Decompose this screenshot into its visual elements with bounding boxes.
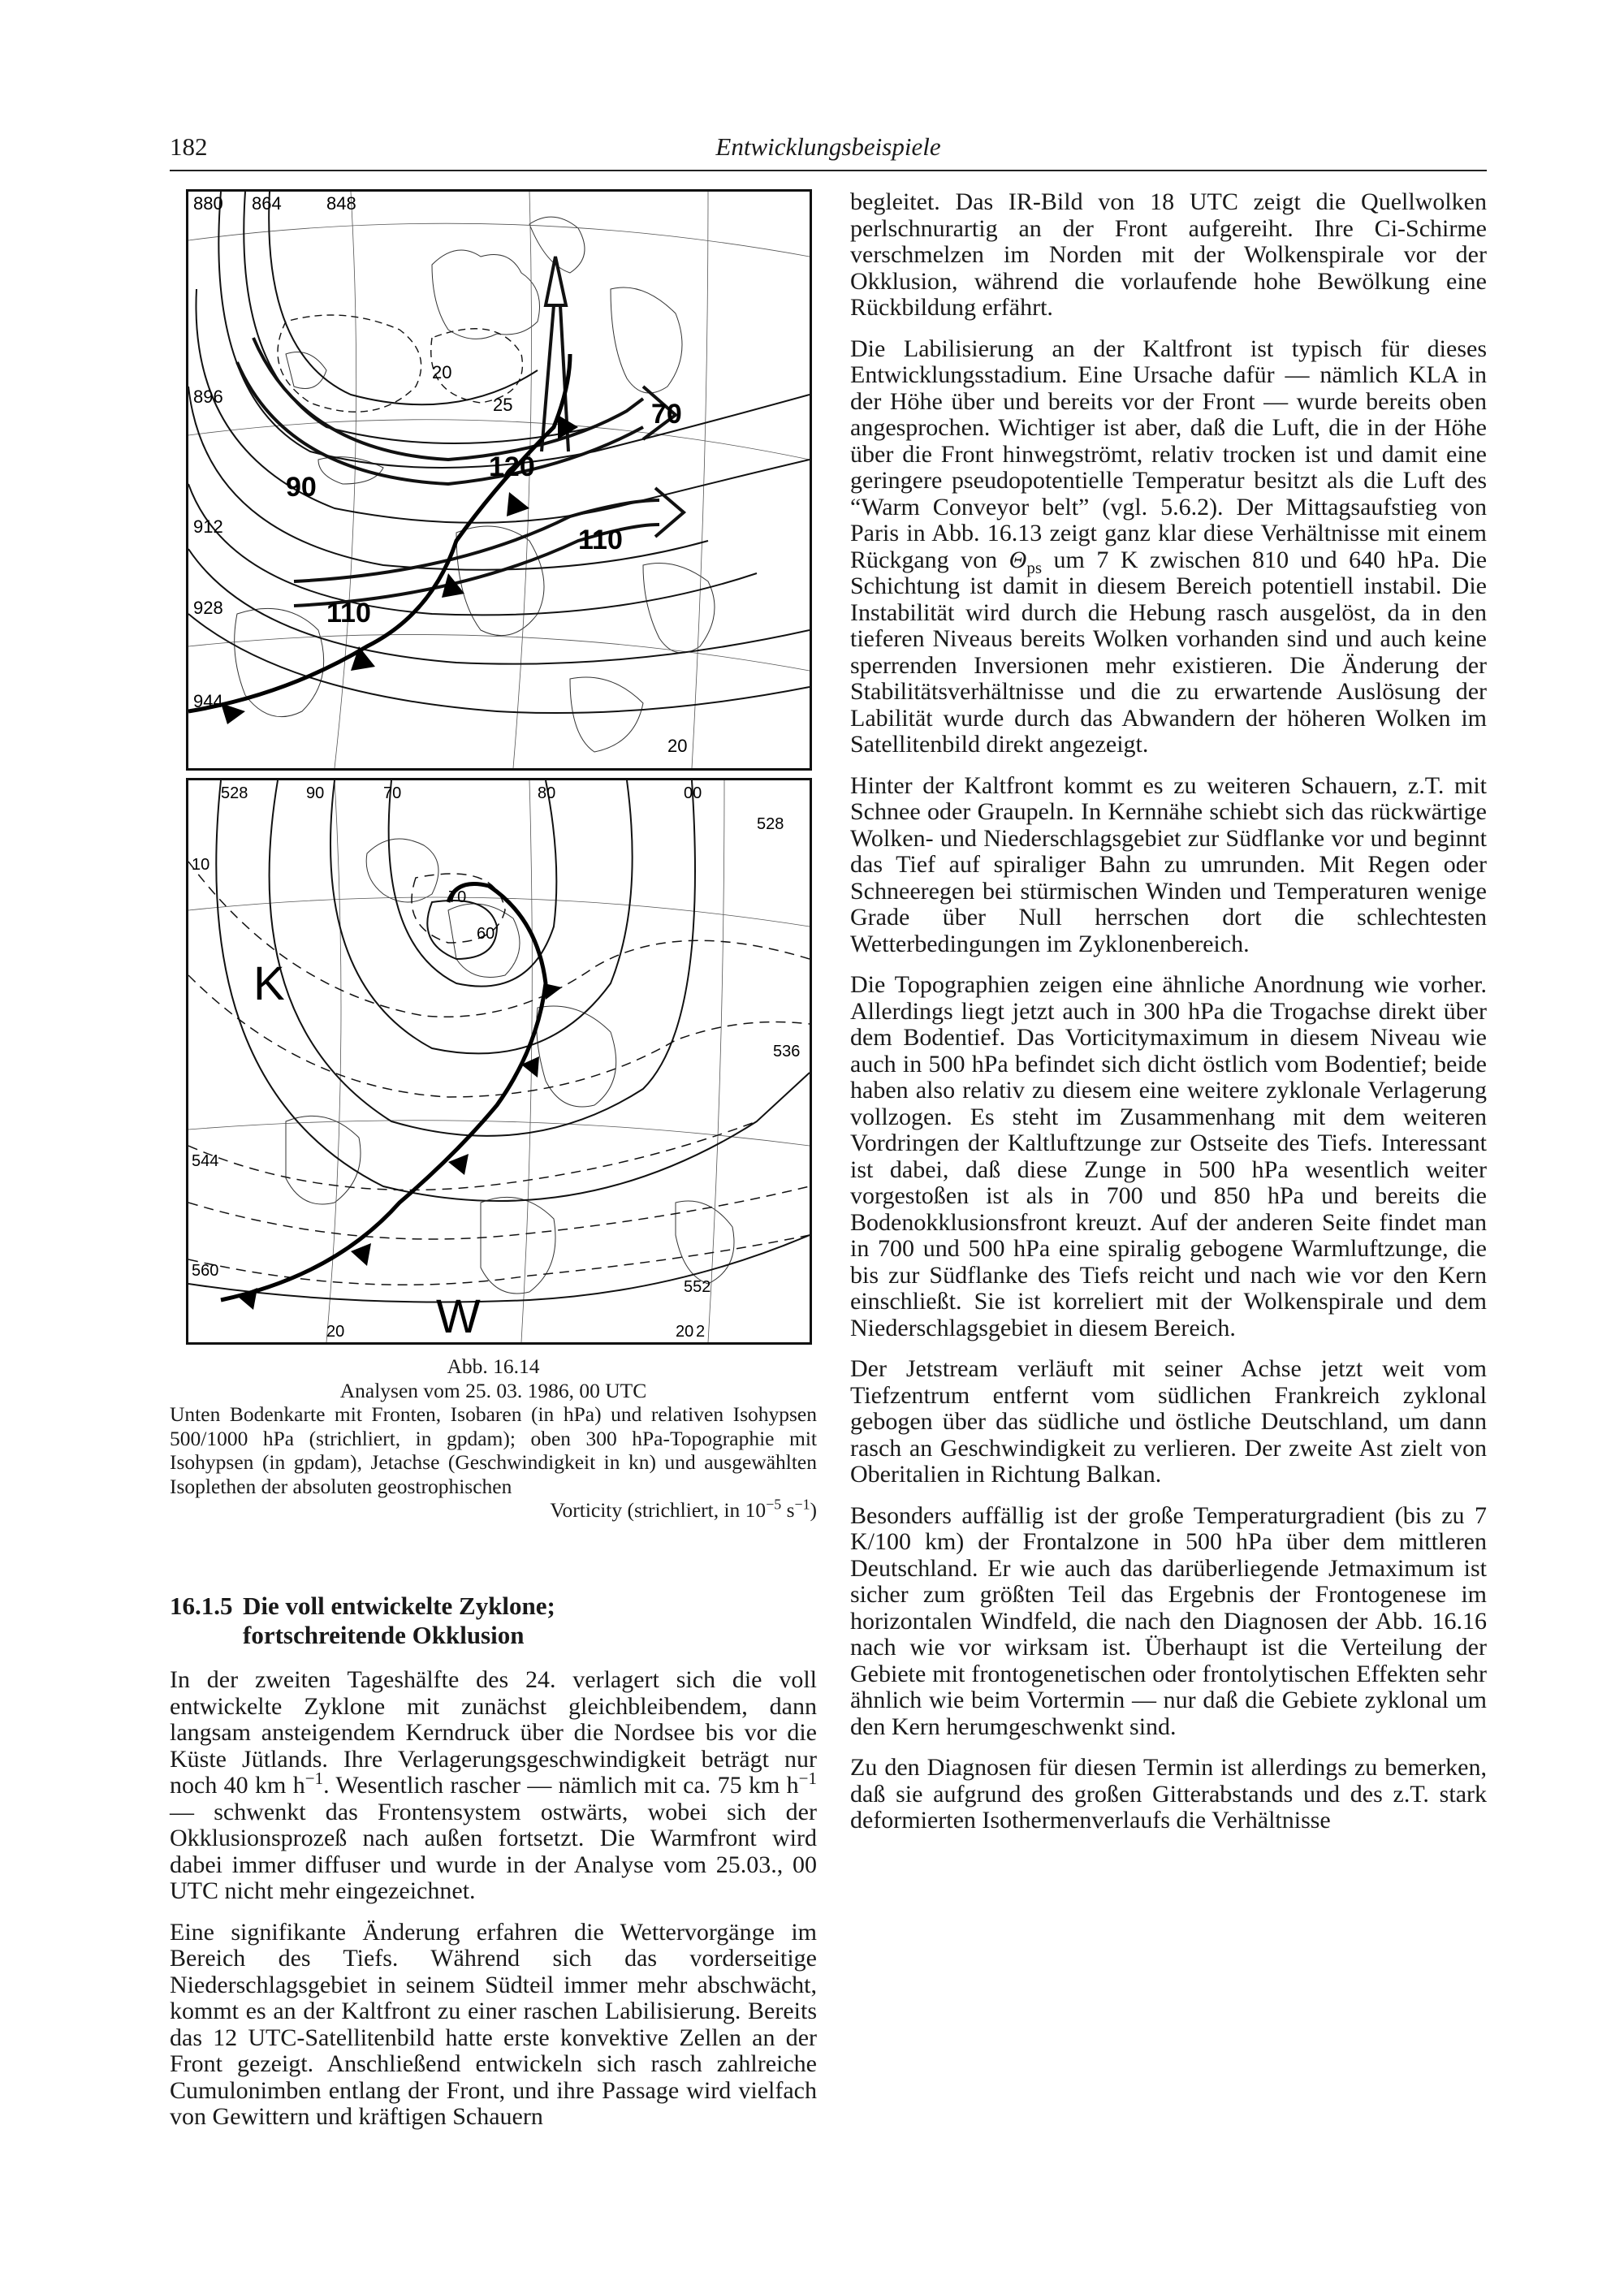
theta-symbol: Θ xyxy=(1009,546,1027,573)
contour-labels xyxy=(193,193,687,756)
label-896: 896 xyxy=(193,387,223,407)
section-title-line2: fortschreitende Okklusion xyxy=(243,1621,525,1649)
label-560: 560 xyxy=(192,1262,219,1280)
caption-post: ) xyxy=(810,1498,817,1522)
left-p1-exponent-1: −1 xyxy=(304,1769,324,1788)
map-300hpa-svg xyxy=(188,192,810,768)
label-20b: 20 xyxy=(676,1323,694,1341)
label-70b: 70 xyxy=(448,888,467,906)
label-00: 00 xyxy=(684,784,702,802)
letter-k: K xyxy=(253,957,285,1010)
figure-caption xyxy=(170,1354,817,1523)
caption-body: Unten Bodenkarte mit Fronten, Isobaren (in hPa) und relativen Isohypsen 500/1000 hPa (strichliert, in gpdam); oben 300 hPa-Topographie mit Isohypsen (in gpdam), Jetachse (Geschwindigkeit in kn) und ausgewählten Isoplethen der absoluten geostrophischen xyxy=(170,1402,817,1498)
left-paragraph-2: Eine signifikante Änderung erfahren die Wettervorgänge im Bereich des Tiefs. Während sich das vorderseitige Niederschlagsgebiet in seinem Südteil immer mehr abschwächt, kommt es an der Kaltfront zu einer raschen Labilisierung. Bereits das 12 UTC-Satellitenbild hatte erste konvektive Zellen an der Front gezeigt. Anschließend entwickeln sich rasch zahlreiche Cumulonimben entlang der Front, und ihre Passage wird vielfach von Gewittern und kräftigen Schauern xyxy=(170,1918,817,2130)
theta-subscript: ps xyxy=(1026,557,1043,577)
section-number: 16.1.5 xyxy=(170,1592,233,1620)
label-944: 944 xyxy=(193,691,223,711)
figure-surface-map xyxy=(186,778,812,1345)
caption-title: Abb. 16.14 xyxy=(447,1354,540,1378)
right-column xyxy=(850,189,1487,1834)
label-912: 912 xyxy=(193,516,223,537)
label-20a: 20 xyxy=(326,1323,345,1341)
right-paragraph-7: Zu den Diagnosen für diesen Termin ist allerdings zu bemerken, daß sie aufgrund des großen Gitterabstands und des z.T. stark deformierten Isothermenverlaufs die Verhältnisse xyxy=(850,1754,1487,1834)
right-paragraph-2 xyxy=(850,336,1487,758)
label-20: 20 xyxy=(432,362,452,382)
label-928: 928 xyxy=(193,598,223,618)
page-number: 182 xyxy=(170,132,208,161)
label-25: 25 xyxy=(493,395,513,415)
relative-isohypses xyxy=(188,862,810,1285)
running-title: Entwicklungsbeispiele xyxy=(715,132,941,161)
left-paragraph-1 xyxy=(170,1667,817,1905)
label-60: 60 xyxy=(477,925,495,943)
right-paragraph-5: Der Jetstream verläuft mit seiner Achse jetzt weit vom Tiefzentrum entfernt vom südlichen Frankreich zyklonal gebogen über das südliche und östliche Deutschland, um dann rasch an Geschwindigkeit zu verlieren. Der zweite Ast zielt von Oberitalien in Richtung Balkan. xyxy=(850,1355,1487,1488)
letter-w: W xyxy=(436,1290,481,1342)
jet-label-90: 90 xyxy=(286,472,317,503)
figure-300hpa-map xyxy=(186,189,812,771)
label-544: 544 xyxy=(192,1152,219,1170)
label-880: 880 xyxy=(193,193,223,214)
caption-last-line xyxy=(170,1498,817,1523)
left-p1-part-c: — schwenkt das Frontensystem ostwärts, wobei sich der Okklusionsprozeß nach außen fortsetzt. Die Warmfront wird dabei immer diffuser und wurde in der Analyse vom 25.03., 00 UTC nicht mehr eingezeichnet. xyxy=(170,1798,817,1904)
caption-last-pre: Vorticity (strichliert, in 10 xyxy=(550,1498,767,1522)
label-90: 90 xyxy=(306,784,325,802)
jet-label-110a: 110 xyxy=(578,525,623,555)
right-paragraph-4: Die Topographien zeigen eine ähnliche Anordnung wie vorher. Allerdings liegt jetzt auch in 300 hPa die Trogachse direkt über dem Bodentief. Das Vorticitymaximum in diesem Niveau wie auch in 500 hPa befindet sich dicht östlich vom Bodentief; beide haben also relativ zu diesem eine weitere zyklonale Verlagerung vollzogen. Es steht im Zusammenhang mit dem weiteren Vordringen der Kaltluftzunge zur Ostseite des Tiefs. Interessant ist dabei, daß diese Zunge in 500 hPa wesentlich weiter vorgestoßen ist als in 700 und 850 hPa und bereits die Bodenokklusionsfront kreuzt. Auf der anderen Seite findet man in 700 und 500 hPa eine spiralig gebogene Warmluftzunge, die bis zur Südflanke des Tiefs reicht und nach wie vor den Kern einschließt. Sie ist korreliert mit der Wolkenspirale und dem Niederschlagsgebiet in diesem Bereich. xyxy=(850,971,1487,1341)
left-p1-part-a: In der zweiten Tageshälfte des 24. verlagert sich die voll entwickelte Zyklone mit zunächst gleichbleibendem, dann langsam ansteigendem Kerndruck über die Nordsee bis vor die Küste Jütlands. Ihre Verlagerungsgeschwindigkeit beträgt nur noch 40 km h xyxy=(170,1666,817,1799)
right-p2-part-a: Die Labilisierung an der Kaltfront ist typisch für dieses Entwicklungsstadium. Eine Ursache dafür — nämlich KLA in der Höhe über und bereits vor der Front — wurde bereits oben angesprochen. Wichtiger ist aber, daß die Luft, die in der Höhe über die Front hinwegströmt, relativ trocken ist und damit eine geringere pseudopotentielle Temperatur besitzt als die Luft des “Warm Conveyor belt” (vgl. 5.6.2). Der Mittagsaufstieg von Paris in Abb. 16.13 zeigt ganz klar diese Verhältnisse mit einem Rückgang von xyxy=(850,335,1487,573)
label-848: 848 xyxy=(326,193,356,214)
label-528a: 528 xyxy=(221,784,248,802)
section-heading xyxy=(170,1592,817,1650)
jet-label-120: 120 xyxy=(489,451,535,482)
map-surface-svg xyxy=(188,780,810,1342)
section-title-line1: Die voll entwickelte Zyklone; xyxy=(243,1592,555,1620)
left-p1-part-b: . Wesentlich rascher — nämlich mit ca. 75 km h xyxy=(323,1772,799,1799)
left-column xyxy=(170,1667,817,2131)
label-552: 552 xyxy=(684,1278,711,1296)
jet-speed-labels xyxy=(286,399,682,628)
label-80: 80 xyxy=(538,784,556,802)
right-paragraph-1: begleitet. Das IR-Bild von 18 UTC zeigt die Quellwolken perlschnurartig an der Front aufgereiht. Ihre Ci-Schirme verschmelzen im Norden mit der Wolkenspirale vor der Okklusion, während die vorlaufende hohe Bewölkung eine Rückbildung erfährt. xyxy=(850,188,1487,321)
caption-mid: s xyxy=(781,1498,795,1522)
label-20b: 20 xyxy=(667,736,688,756)
jet-label-110b: 110 xyxy=(326,598,371,628)
label-2: 2 xyxy=(696,1323,706,1341)
contour-labels xyxy=(192,784,800,1341)
label-536: 536 xyxy=(773,1043,801,1060)
caption-exp1: −5 xyxy=(766,1496,782,1513)
right-paragraph-6: Besonders auffällig ist der große Temperaturgradient (bis zu 7 K/100 km) der Frontalzone in 500 hPa über dem mittleren Deutschland. Er wie auch das darüberliegende Jetmaximum ist sicher zum größten Teil das Ergebnis der Frontogenese im horizontalen Windfeld, die nach den Diagnosen der Abb. 16.16 nach wie vor wirksam ist. Überhaupt ist die Verteilung der Gebiete mit frontogenetischen oder frontolytischen Effekten sehr ähnlich wie beim Vortermin — nur daß die Gebiete zyklonal um den Kern herumgeschwenkt sind. xyxy=(850,1501,1487,1740)
right-paragraph-3: Hinter der Kaltfront kommt es zu weiteren Schauern, z.T. mit Schnee oder Graupeln. In Kernnähe schiebt sich das rückwärtige Wolken- und Niederschlagsgebiet zur Südflanke vor und beginnt das Tief auf spiraliger Bahn zu umrunden. Mit Regen oder Schneeregen bei stürmischen Winden und Temperaturen wenige Grade über Null herrschen dort die schlechtesten Wetterbedingungen im Zyklonenbereich. xyxy=(850,771,1487,957)
surface-front xyxy=(188,354,570,711)
graticule xyxy=(188,780,810,1342)
label-10: 10 xyxy=(192,856,210,874)
right-p2-part-b: um 7 K zwischen 810 und 640 hPa. Die Schichtung ist damit in diesem Bereich potentiell instabil. Die Instabilität wird durch die Hebung rasch ausgelöst, da in den tieferen Niveaus bereits Wolken vorhanden sind und auch keine sperrenden Inversionen mehr existieren. Die Änderung der Stabilitätsverhältnisse und die zu erwartende Auslösung der Labilität wurde durch das Abwandern der höheren Wolken im Satellitenbild direkt angezeigt. xyxy=(850,546,1488,758)
coastlines xyxy=(286,839,734,1294)
jet-label-70: 70 xyxy=(651,399,682,430)
label-864: 864 xyxy=(252,193,282,214)
page-header xyxy=(170,132,1487,171)
caption-exp2: −1 xyxy=(794,1496,810,1513)
caption-subtitle: Analysen vom 25. 03. 1986, 00 UTC xyxy=(339,1378,647,1402)
vorticity-isopleths xyxy=(278,315,522,412)
isobars xyxy=(188,780,810,1302)
left-p1-exponent-2: −1 xyxy=(798,1769,817,1788)
label-528b: 528 xyxy=(757,815,784,833)
label-70a: 70 xyxy=(383,784,402,802)
